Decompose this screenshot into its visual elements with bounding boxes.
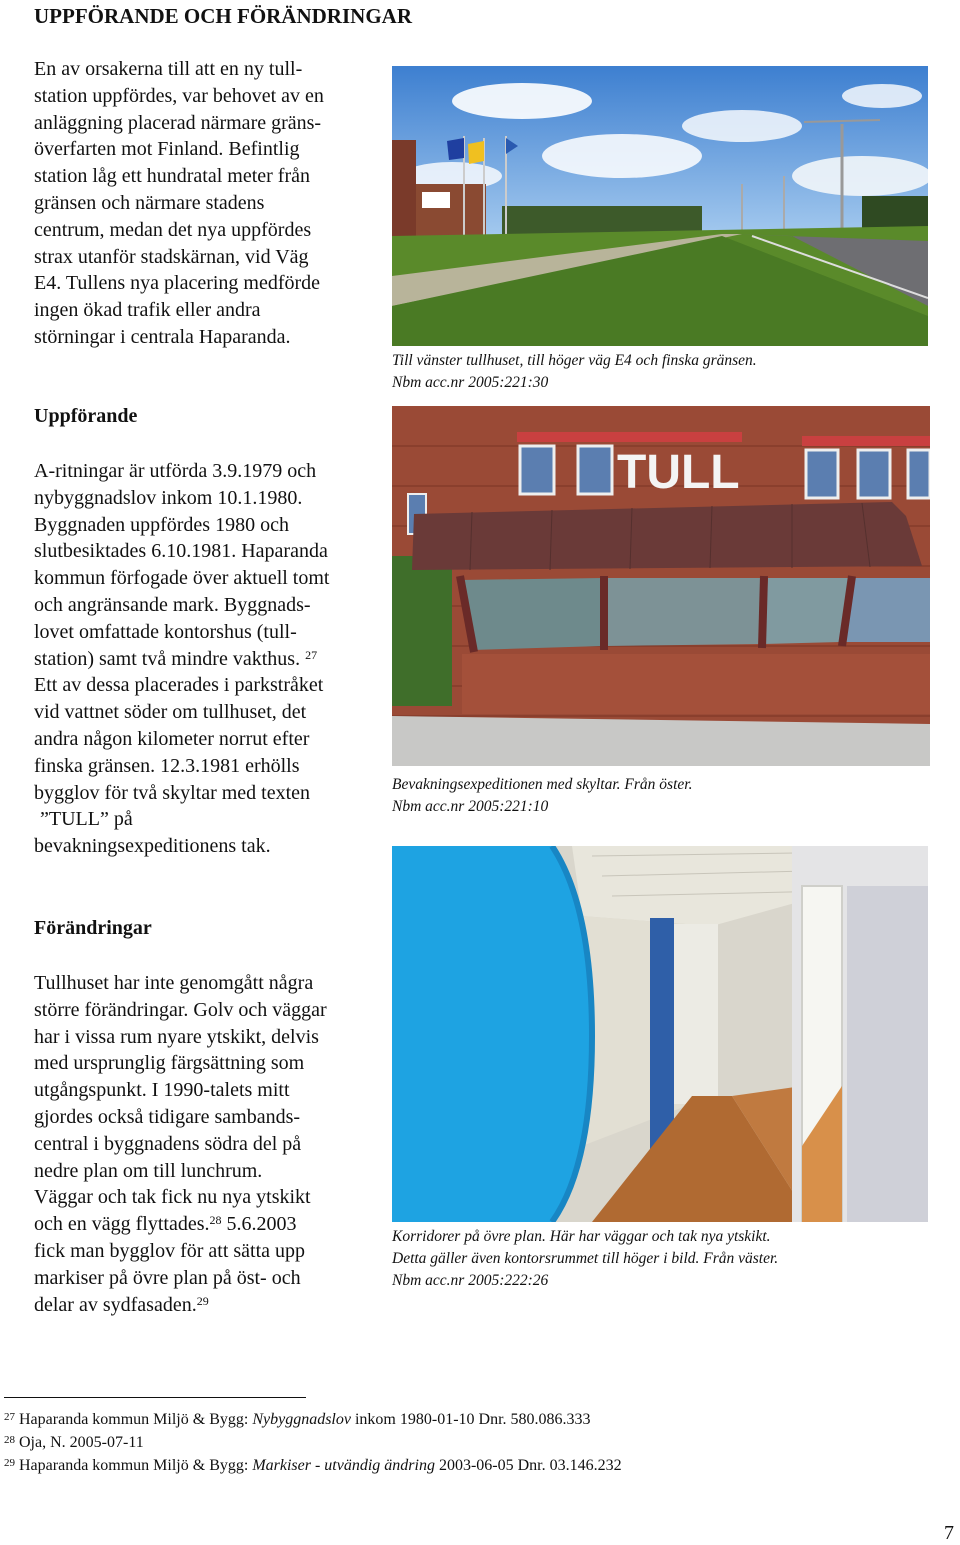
intro-line: ingen ökad trafik eller andra [34, 299, 261, 322]
caption-line: Nbm acc.nr 2005:221:10 [392, 798, 549, 815]
footnote-text: 2003-06-05 Dnr. 03.146.232 [434, 1457, 622, 1474]
footnote-ref-28: 28 [209, 1213, 222, 1228]
photo-bevakningsexpedition-image [392, 406, 930, 766]
forandringar-line: större förändringar. Golv och väggar [34, 998, 327, 1021]
photo-road-e4-image [392, 66, 928, 346]
forandringar-line: nedre plan om till lunchrum. [34, 1159, 263, 1182]
forandringar-line: Tullhuset har inte genomgått några [34, 972, 314, 994]
intro-paragraph [34, 56, 384, 351]
footnote-27 [4, 1408, 622, 1431]
footnote-29 [4, 1454, 622, 1477]
photo-korridor-image [392, 846, 928, 1222]
footnote-number: 29 [4, 1457, 15, 1469]
forandringar-line: Väggar och tak fick nu nya ytskikt [34, 1186, 311, 1209]
forandringar-line [34, 1292, 384, 1319]
uppforande-paragraph [34, 458, 384, 860]
footnotes [4, 1408, 622, 1477]
forandringar-line-text: delar av sydfasaden. [34, 1293, 197, 1316]
intro-line: störningar i centrala Haparanda. [34, 325, 291, 348]
forandringar-line: gjordes också tidigare sambands- [34, 1105, 301, 1128]
intro-line: strax utanför stadskärnan, vid Väg [34, 245, 309, 268]
uppforande-line: Ett av dessa placerades i parkstråket [34, 674, 324, 697]
caption-line: Till vänster tullhuset, till höger väg E4 och finska gränsen. [392, 352, 757, 369]
page-number: 7 [944, 1522, 954, 1544]
uppforande-line: bygglov för två skyltar med texten [34, 781, 311, 804]
footnote-ref-27: 27 [305, 647, 318, 662]
footnote-text: inkom 1980-01-10 Dnr. 580.086.333 [350, 1411, 591, 1428]
intro-line: E4. Tullens nya placering medförde [34, 272, 321, 295]
photo-road-e4 [392, 66, 928, 346]
footnote-text: Haparanda kommun Miljö & Bygg: [19, 1411, 253, 1428]
uppforande-heading: Uppförande [34, 405, 138, 427]
uppforande-line: lovet omfattade kontorshus (tull- [34, 620, 297, 643]
caption-line: Nbm acc.nr 2005:222:26 [392, 1272, 549, 1289]
forandringar-paragraph [34, 970, 384, 1318]
forandringar-line: central i byggnadens södra del på [34, 1132, 302, 1155]
uppforande-line: och angränsande mark. Byggnads- [34, 593, 311, 616]
uppforande-line: vid vattnet söder om tullhuset, det [34, 701, 307, 724]
footnote-separator [4, 1397, 306, 1398]
intro-line: station låg ett hundratal meter från [34, 165, 311, 188]
intro-line: gränsen och närmare stadens [34, 191, 265, 214]
forandringar-line-text: 5.6.2003 [221, 1213, 297, 1236]
photo-road-caption [392, 350, 932, 394]
footnote-number: 27 [4, 1411, 15, 1423]
page-title: UPPFÖRANDE OCH FÖRÄNDRINGAR [34, 4, 412, 28]
forandringar-line [34, 1211, 384, 1238]
forandringar-line: fick man bygglov för att sätta upp [34, 1239, 306, 1262]
intro-line: station uppfördes, var behovet av en [34, 84, 324, 107]
forandringar-line-text: och en vägg flyttades. [34, 1213, 210, 1236]
uppforande-line: bevakningsexpeditionens tak. [34, 835, 271, 858]
photo-korridor [392, 846, 928, 1222]
forandringar-line: markiser på övre plan på öst- och [34, 1266, 301, 1289]
caption-line: Detta gäller även kontorsrummet till höger i bild. Från väster. [392, 1250, 779, 1267]
uppforande-line [34, 646, 384, 673]
uppforande-line: andra någon kilometer norrut efter [34, 727, 310, 750]
uppforande-line: kommun förfogade över aktuell tomt [34, 567, 330, 590]
uppforande-line: slutbesiktades 6.10.1981. Haparanda [34, 540, 328, 563]
intro-line: En av orsakerna till att en ny tull- [34, 58, 303, 80]
intro-line: anläggning placerad närmare gräns- [34, 111, 322, 134]
caption-line: Nbm acc.nr 2005:221:30 [392, 374, 549, 391]
footnote-text: Oja, N. 2005-07-11 [19, 1434, 144, 1451]
tull-sign: TULL [617, 446, 740, 499]
footnote-text: Haparanda kommun Miljö & Bygg: [19, 1457, 253, 1474]
uppforande-line: finska gränsen. 12.3.1981 erhölls [34, 754, 300, 777]
uppforande-line: A-ritningar är utförda 3.9.1979 och [34, 460, 317, 482]
intro-line: centrum, medan det nya uppfördes [34, 218, 312, 241]
forandringar-line: utgångspunkt. I 1990-talets mitt [34, 1079, 290, 1102]
footnote-title: Markiser - utvändig ändring [252, 1457, 435, 1474]
intro-line: överfarten mot Finland. Befintlig [34, 138, 300, 161]
uppforande-line-text: station) samt två mindre vakthus. [34, 647, 301, 670]
caption-line: Korridorer på övre plan. Här har väggar och tak nya ytskikt. [392, 1228, 771, 1245]
footnote-28 [4, 1431, 622, 1454]
photo-corridor-caption [392, 1226, 932, 1292]
photo-building-caption [392, 774, 932, 818]
uppforande-line: nybyggnadslov inkom 10.1.1980. [34, 486, 303, 509]
forandringar-line: med ursprunglig färgsättning som [34, 1052, 305, 1075]
uppforande-line: ”TULL” på [40, 808, 133, 831]
footnote-number: 28 [4, 1434, 15, 1446]
uppforande-line: Byggnaden uppfördes 1980 och [34, 513, 289, 536]
caption-line: Bevakningsexpeditionen med skyltar. Från öster. [392, 776, 693, 793]
forandringar-heading: Förändringar [34, 917, 152, 939]
photo-bevakningsexpedition [392, 406, 930, 766]
footnote-title: Nybyggnadslov [252, 1411, 351, 1428]
footnote-ref-29: 29 [196, 1293, 209, 1308]
forandringar-line: har i vissa rum nyare ytskikt, delvis [34, 1025, 319, 1048]
